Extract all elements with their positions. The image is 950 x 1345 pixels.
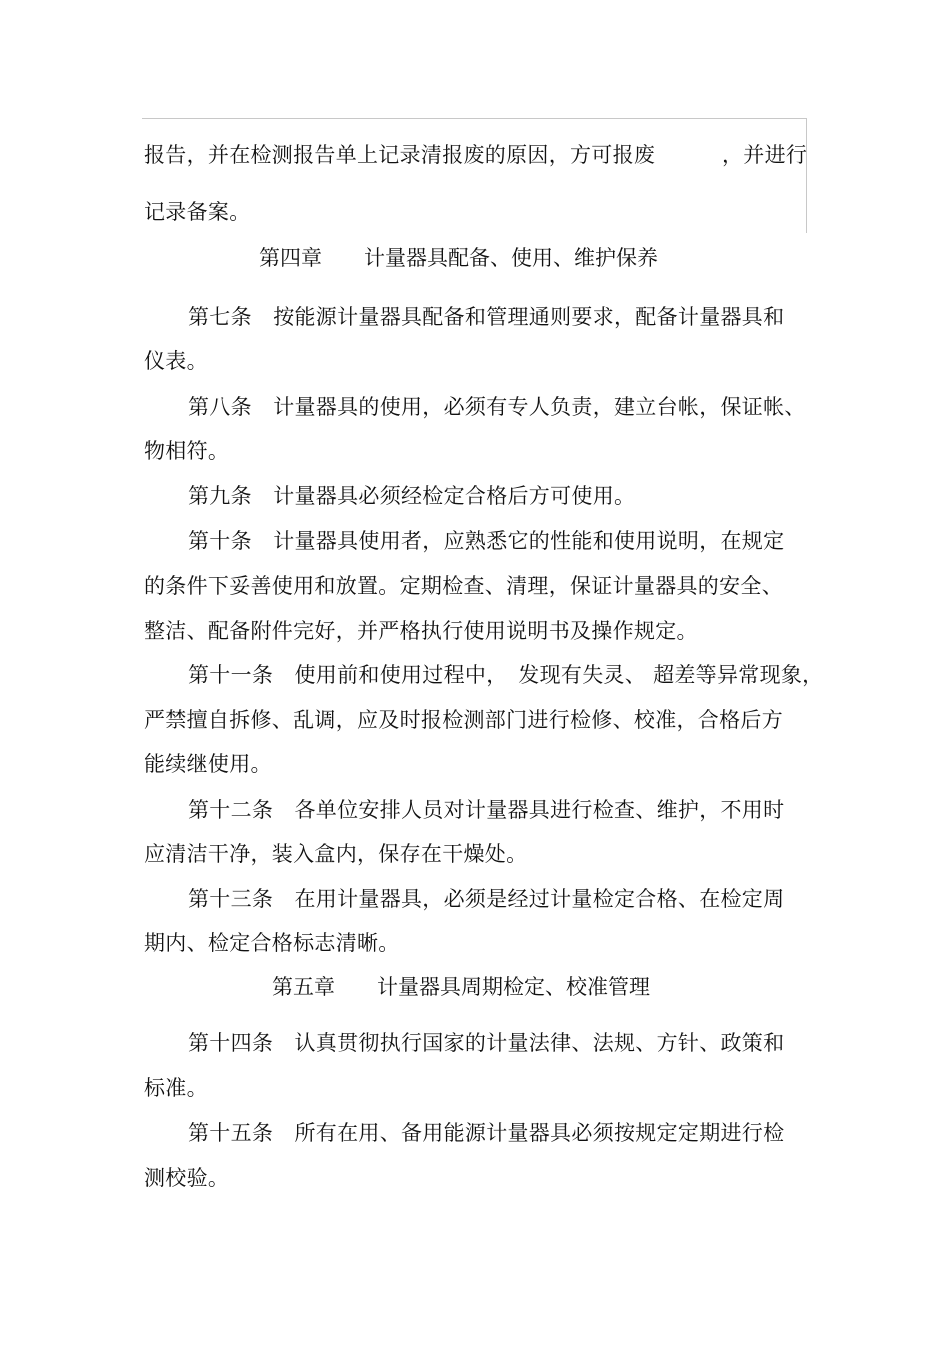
article-line: 的条件下妥善使用和放置。定期检查、清理，保证计量器具的安全、 (144, 574, 783, 598)
article-line: 第十五条 所有在用、备用能源计量器具必须按规定定期进行检 (188, 1121, 785, 1145)
article-line: 测校验。 (144, 1166, 230, 1190)
article-line: 整洁、配备附件完好，并严格执行使用说明书及操作规定。 (144, 619, 698, 643)
article-line: 第十二条 各单位安排人员对计量器具进行检查、维护，不用时 (188, 798, 785, 822)
article-line: 第十一条 使用前和使用过程中， 发现有失灵、 超差等异常现象， (188, 663, 824, 687)
paragraph-line: ，并进行 (722, 143, 808, 167)
article-line: 期内、检定合格标志清晰。 (144, 931, 400, 955)
article-line: 第十条 计量器具使用者，应熟悉它的性能和使用说明，在规定 (188, 529, 785, 553)
article-line: 第十三条 在用计量器具，必须是经过计量检定合格、在检定周 (188, 887, 785, 911)
article-line: 第八条 计量器具的使用，必须有专人负责，建立台帐，保证帐、 (188, 395, 806, 419)
paragraph-line: 记录备案。 (144, 200, 251, 224)
article-line: 应清洁干净，装入盒内，保存在干燥处。 (144, 842, 528, 866)
article-line: 第十四条 认真贯彻执行国家的计量法律、法规、方针、政策和 (188, 1031, 785, 1055)
article-line: 严禁擅自拆修、乱调，应及时报检测部门进行检修、校准，合格后方 (144, 708, 783, 732)
article-line: 第九条 计量器具必须经检定合格后方可使用。 (188, 484, 636, 508)
chapter-heading: 第四章 计量器具配备、使用、维护保养 (259, 246, 658, 270)
article-line: 仪表。 (144, 349, 208, 373)
article-line: 物相符。 (144, 439, 230, 463)
paragraph-line: 报告，并在检测报告单上记录清报废的原因，方可报废 (144, 143, 656, 167)
article-line: 标准。 (144, 1076, 208, 1100)
chapter-heading: 第五章 计量器具周期检定、校准管理 (272, 975, 650, 999)
article-line: 能续继使用。 (144, 752, 272, 776)
article-line: 第七条 按能源计量器具配备和管理通则要求，配备计量器具和 (188, 305, 785, 329)
